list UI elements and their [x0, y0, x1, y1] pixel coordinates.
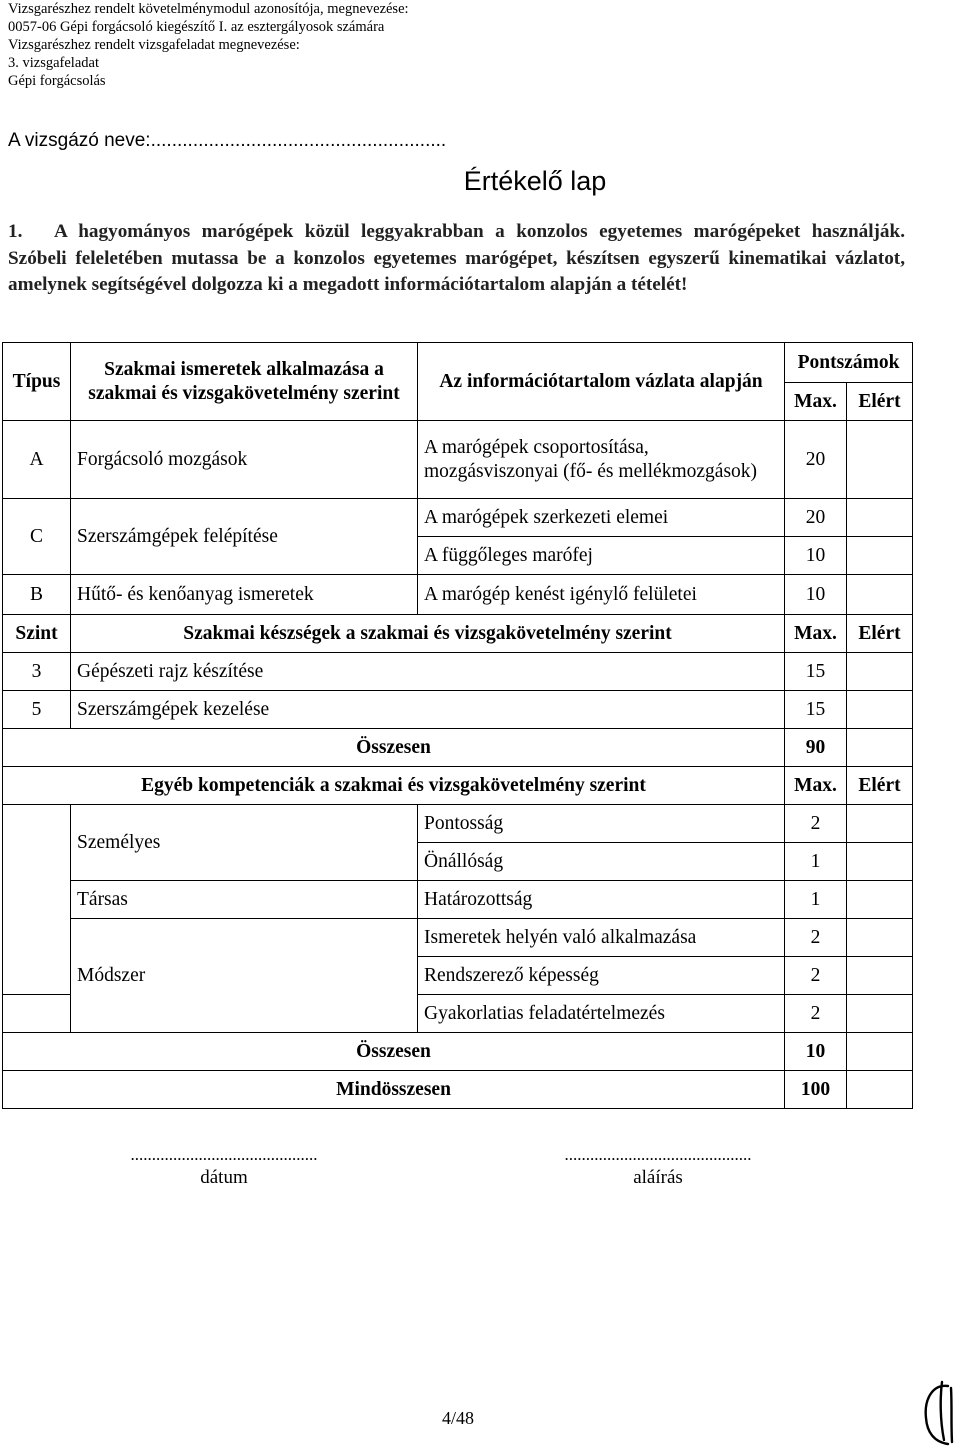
total-achieved-cell[interactable]: [847, 1033, 913, 1071]
row-name: Hűtő- és kenőanyag ismeretek: [71, 575, 418, 615]
total-row: [3, 1033, 913, 1071]
col-max-header: Max.: [785, 383, 847, 421]
competence-name: Gyakorlatias feladatértelmezés: [418, 995, 785, 1033]
competence-max: 1: [785, 881, 847, 919]
row-type: A: [3, 421, 71, 499]
subtotal-row: [3, 729, 913, 767]
row-type: B: [3, 575, 71, 615]
task-number: 1.: [8, 221, 23, 242]
row-info: A függőleges marófej: [418, 537, 785, 575]
competence-achieved-cell[interactable]: [847, 957, 913, 995]
skill-max: 15: [785, 653, 847, 691]
competence-max: 2: [785, 805, 847, 843]
row-max: 10: [785, 575, 847, 615]
row-max: 20: [785, 421, 847, 499]
handwritten-initial-icon: [918, 1380, 958, 1450]
group-social: Társas: [71, 881, 418, 919]
row-name: Forgácsoló mozgások: [71, 421, 418, 499]
header-line: Gépi forgácsolás: [8, 73, 106, 89]
table-row: [3, 691, 913, 729]
other-achieved-header: Elért: [847, 767, 913, 805]
document-header: [8, 0, 409, 90]
header-line: 0057-06 Gépi forgácsoló kiegészítő I. az esztergályosok számára: [8, 19, 385, 35]
page-title: Értékelő lap: [463, 166, 607, 196]
competence-achieved-cell[interactable]: [847, 919, 913, 957]
table-row: [3, 919, 913, 957]
skill-level: 5: [3, 691, 71, 729]
competence-achieved-cell[interactable]: [847, 995, 913, 1033]
examinee-name-line: A vizsgázó neve:........................................................: [8, 130, 447, 151]
skill-name: Szerszámgépek kezelése: [71, 691, 785, 729]
competence-achieved-cell[interactable]: [847, 843, 913, 881]
skills-level-header: Szint: [3, 615, 71, 653]
grand-total-row: [3, 1071, 913, 1109]
other-title: Egyéb kompetenciák a szakmai és vizsgakövetelmény szerint: [3, 767, 785, 805]
group-personal: Személyes: [71, 805, 418, 881]
col-knowledge-header: Szakmai ismeretek alkalmazása a szakmai és vizsgakövetelmény szerint: [71, 343, 418, 421]
grand-total-label: Mindösszesen: [3, 1071, 785, 1109]
other-max-header: Max.: [785, 767, 847, 805]
competence-max: 2: [785, 995, 847, 1033]
competence-name: Határozottság: [418, 881, 785, 919]
date-label: dátum: [200, 1167, 248, 1188]
date-dots: ............................................: [130, 1145, 318, 1164]
grand-total-value: 100: [785, 1071, 847, 1109]
competence-name: Pontosság: [418, 805, 785, 843]
signature-dots: ............................................: [564, 1145, 752, 1164]
table-row: [3, 499, 913, 537]
total-value: 10: [785, 1033, 847, 1071]
competence-max: 2: [785, 919, 847, 957]
skill-achieved-cell[interactable]: [847, 691, 913, 729]
skills-achieved-header: Elért: [847, 615, 913, 653]
col-type-header: Típus: [3, 343, 71, 421]
subtotal-achieved-cell[interactable]: [847, 729, 913, 767]
total-label: Összesen: [3, 1033, 785, 1071]
table-row: [3, 805, 913, 843]
skill-name: Gépészeti rajz készítése: [71, 653, 785, 691]
evaluation-table: [2, 342, 913, 1109]
signature-block: [522, 1145, 794, 1189]
table-row: [3, 575, 913, 615]
competence-max: 1: [785, 843, 847, 881]
skill-level: 3: [3, 653, 71, 691]
other-left-blank: [3, 805, 71, 995]
task-text: A hagyományos marógépek közül leggyakrabban a konzolos egyetemes marógépeket használják. Szóbeli feleletében mutassa be a konzolos egyetemes marógépet, készítsen egyszerű kinematikai vázlatot, amelynek segítségével dolgozza ki a megadott információtartalom alapján a tételét!: [8, 221, 905, 295]
row-achieved-cell[interactable]: [847, 499, 913, 537]
row-info: A marógépek szerkezeti elemei: [418, 499, 785, 537]
col-info-header: Az információtartalom vázlata alapján: [418, 343, 785, 421]
row-name: Szerszámgépek felépítése: [71, 499, 418, 575]
competence-achieved-cell[interactable]: [847, 805, 913, 843]
row-achieved-cell[interactable]: [847, 537, 913, 575]
skills-max-header: Max.: [785, 615, 847, 653]
skills-title: Szakmai készségek a szakmai és vizsgakövetelmény szerint: [71, 615, 785, 653]
row-max: 10: [785, 537, 847, 575]
page-number: 4/48: [441, 1408, 474, 1428]
competence-max: 2: [785, 957, 847, 995]
col-achieved-header: Elért: [847, 383, 913, 421]
header-line: Vizsgarészhez rendelt vizsgafeladat megnevezése:: [8, 37, 300, 53]
grand-total-achieved-cell[interactable]: [847, 1071, 913, 1109]
row-info: A marógép kenést igénylő felületei: [418, 575, 785, 615]
table-row: [3, 653, 913, 691]
row-type: C: [3, 499, 71, 575]
row-info: A marógépek csoportosítása, mozgásviszonyai (fő- és mellékmozgások): [418, 421, 785, 499]
competence-name: Ismeretek helyén való alkalmazása: [418, 919, 785, 957]
task-description: [8, 219, 905, 299]
skill-achieved-cell[interactable]: [847, 653, 913, 691]
competence-achieved-cell[interactable]: [847, 881, 913, 919]
row-max: 20: [785, 499, 847, 537]
header-line: 3. vizsgafeladat: [8, 55, 99, 71]
signature-label: aláírás: [633, 1167, 683, 1188]
other-left-blank-end: [3, 995, 71, 1033]
row-achieved-cell[interactable]: [847, 575, 913, 615]
competence-name: Rendszerező képesség: [418, 957, 785, 995]
table-row: [3, 421, 913, 499]
table-row: [3, 881, 913, 919]
subtotal-value: 90: [785, 729, 847, 767]
subtotal-label: Összesen: [3, 729, 785, 767]
date-signature-block: [88, 1145, 360, 1189]
group-method: Módszer: [71, 919, 418, 1033]
col-points-header: Pontszámok: [785, 343, 913, 383]
competence-name: Önállóság: [418, 843, 785, 881]
row-achieved-cell[interactable]: [847, 421, 913, 499]
skill-max: 15: [785, 691, 847, 729]
header-line: Vizsgarészhez rendelt követelménymodul azonosítója, megnevezése:: [8, 1, 409, 17]
